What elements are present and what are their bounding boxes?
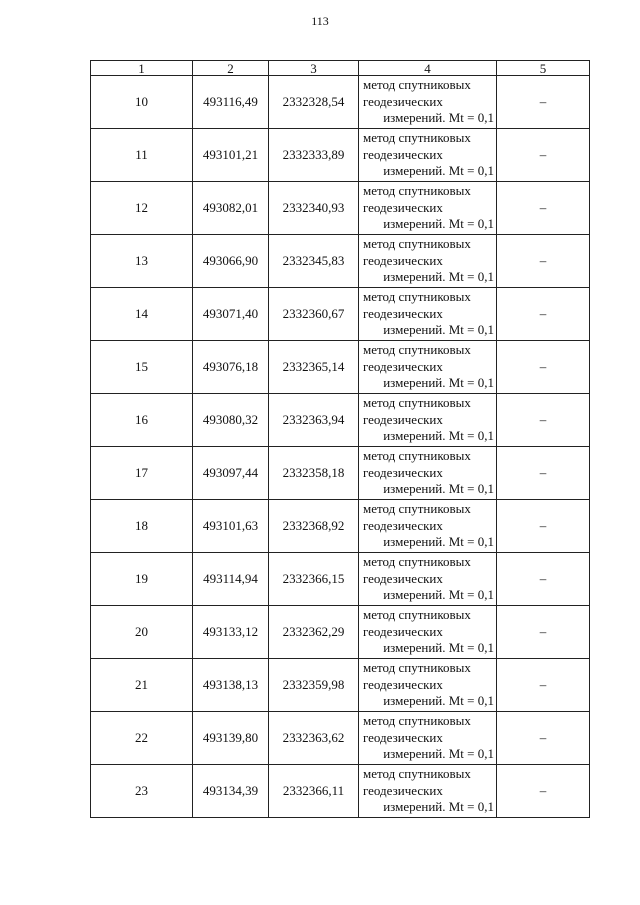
point-number-cell: 18: [91, 500, 193, 553]
y-coordinate-cell: 2332363,94: [269, 394, 359, 447]
x-coordinate-cell: 493114,94: [193, 553, 269, 606]
method-cell: [359, 606, 497, 659]
table-row: [91, 447, 590, 500]
table-header-row: [91, 61, 590, 76]
method-line-1: метод спутниковых: [363, 130, 471, 146]
y-coordinate-cell: 2332363,62: [269, 712, 359, 765]
x-coordinate-cell: 493071,40: [193, 288, 269, 341]
method-line-1: метод спутниковых: [363, 713, 471, 729]
method-line-1: метод спутниковых: [363, 448, 471, 464]
x-coordinate-cell: 493138,13: [193, 659, 269, 712]
y-coordinate-cell: 2332360,67: [269, 288, 359, 341]
note-cell: –: [497, 447, 590, 500]
y-coordinate-cell: 2332359,98: [269, 659, 359, 712]
note-cell: –: [497, 288, 590, 341]
method-cell: [359, 765, 497, 818]
method-cell: [359, 341, 497, 394]
table-row: [91, 394, 590, 447]
method-line-3: измерений. Mt = 0,1: [383, 481, 494, 497]
note-cell: –: [497, 182, 590, 235]
method-line-3: измерений. Mt = 0,1: [383, 269, 494, 285]
method-line-3: измерений. Mt = 0,1: [383, 110, 494, 126]
table-row: [91, 341, 590, 394]
method-line-1: метод спутниковых: [363, 766, 471, 782]
method-cell: [359, 394, 497, 447]
y-coordinate-cell: 2332365,14: [269, 341, 359, 394]
method-line-2: геодезических: [363, 676, 443, 692]
point-number-cell: 19: [91, 553, 193, 606]
point-number-cell: 12: [91, 182, 193, 235]
x-coordinate-cell: 493101,63: [193, 500, 269, 553]
method-line-2: геодезических: [363, 623, 443, 639]
method-line-3: измерений. Mt = 0,1: [383, 587, 494, 603]
method-line-1: метод спутниковых: [363, 554, 471, 570]
method-line-1: метод спутниковых: [363, 660, 471, 676]
note-cell: –: [497, 500, 590, 553]
note-cell: –: [497, 76, 590, 129]
method-line-1: метод спутниковых: [363, 183, 471, 199]
point-number-cell: 22: [91, 712, 193, 765]
point-number-cell: 20: [91, 606, 193, 659]
point-number-cell: 11: [91, 129, 193, 182]
x-coordinate-cell: 493066,90: [193, 235, 269, 288]
method-line-2: геодезических: [363, 517, 443, 533]
method-cell: [359, 500, 497, 553]
method-line-2: геодезических: [363, 411, 443, 427]
method-line-2: геодезических: [363, 464, 443, 480]
note-cell: –: [497, 659, 590, 712]
method-line-1: метод спутниковых: [363, 395, 471, 411]
y-coordinate-cell: 2332333,89: [269, 129, 359, 182]
method-cell: [359, 712, 497, 765]
method-line-2: геодезических: [363, 782, 443, 798]
y-coordinate-cell: 2332345,83: [269, 235, 359, 288]
x-coordinate-cell: 493097,44: [193, 447, 269, 500]
column-header-4: 4: [359, 61, 497, 76]
x-coordinate-cell: 493134,39: [193, 765, 269, 818]
method-line-3: измерений. Mt = 0,1: [383, 640, 494, 656]
method-line-2: геодезических: [363, 305, 443, 321]
method-cell: [359, 76, 497, 129]
point-number-cell: 10: [91, 76, 193, 129]
note-cell: –: [497, 394, 590, 447]
method-line-3: измерений. Mt = 0,1: [383, 375, 494, 391]
method-cell: [359, 659, 497, 712]
y-coordinate-cell: 2332366,11: [269, 765, 359, 818]
method-line-3: измерений. Mt = 0,1: [383, 428, 494, 444]
method-line-1: метод спутниковых: [363, 77, 471, 93]
y-coordinate-cell: 2332358,18: [269, 447, 359, 500]
table-row: [91, 553, 590, 606]
method-line-3: измерений. Mt = 0,1: [383, 534, 494, 550]
column-header-1: 1: [91, 61, 193, 76]
method-line-3: измерений. Mt = 0,1: [383, 216, 494, 232]
column-header-3: 3: [269, 61, 359, 76]
method-cell: [359, 129, 497, 182]
method-line-3: измерений. Mt = 0,1: [383, 746, 494, 762]
note-cell: –: [497, 129, 590, 182]
table-row: [91, 606, 590, 659]
table-row: [91, 765, 590, 818]
method-cell: [359, 182, 497, 235]
method-cell: [359, 235, 497, 288]
page-number: 113: [311, 14, 329, 28]
y-coordinate-cell: 2332340,93: [269, 182, 359, 235]
method-line-1: метод спутниковых: [363, 236, 471, 252]
point-number-cell: 23: [91, 765, 193, 818]
table-row: [91, 129, 590, 182]
method-cell: [359, 288, 497, 341]
table-row: [91, 659, 590, 712]
point-number-cell: 17: [91, 447, 193, 500]
method-line-1: метод спутниковых: [363, 342, 471, 358]
column-header-2: 2: [193, 61, 269, 76]
table-row: [91, 712, 590, 765]
x-coordinate-cell: 493101,21: [193, 129, 269, 182]
point-number-cell: 14: [91, 288, 193, 341]
method-line-2: геодезических: [363, 729, 443, 745]
note-cell: –: [497, 606, 590, 659]
point-number-cell: 13: [91, 235, 193, 288]
x-coordinate-cell: 493116,49: [193, 76, 269, 129]
method-cell: [359, 447, 497, 500]
table-row: [91, 235, 590, 288]
note-cell: –: [497, 235, 590, 288]
method-line-3: измерений. Mt = 0,1: [383, 163, 494, 179]
method-line-1: метод спутниковых: [363, 501, 471, 517]
y-coordinate-cell: 2332328,54: [269, 76, 359, 129]
method-line-3: измерений. Mt = 0,1: [383, 322, 494, 338]
method-line-3: измерений. Mt = 0,1: [383, 693, 494, 709]
note-cell: –: [497, 553, 590, 606]
method-line-2: геодезических: [363, 199, 443, 215]
y-coordinate-cell: 2332366,15: [269, 553, 359, 606]
y-coordinate-cell: 2332368,92: [269, 500, 359, 553]
method-line-2: геодезических: [363, 358, 443, 374]
column-header-5: 5: [497, 61, 590, 76]
coordinates-table: [90, 60, 590, 818]
table-row: [91, 76, 590, 129]
method-line-2: геодезических: [363, 146, 443, 162]
note-cell: –: [497, 712, 590, 765]
point-number-cell: 16: [91, 394, 193, 447]
table-row: [91, 288, 590, 341]
note-cell: –: [497, 765, 590, 818]
method-line-2: геодезических: [363, 570, 443, 586]
point-number-cell: 21: [91, 659, 193, 712]
method-line-1: метод спутниковых: [363, 607, 471, 623]
y-coordinate-cell: 2332362,29: [269, 606, 359, 659]
table-row: [91, 500, 590, 553]
method-cell: [359, 553, 497, 606]
table-body: [91, 76, 590, 818]
x-coordinate-cell: 493139,80: [193, 712, 269, 765]
x-coordinate-cell: 493133,12: [193, 606, 269, 659]
point-number-cell: 15: [91, 341, 193, 394]
method-line-2: геодезических: [363, 93, 443, 109]
x-coordinate-cell: 493076,18: [193, 341, 269, 394]
x-coordinate-cell: 493080,32: [193, 394, 269, 447]
method-line-2: геодезических: [363, 252, 443, 268]
method-line-3: измерений. Mt = 0,1: [383, 799, 494, 815]
x-coordinate-cell: 493082,01: [193, 182, 269, 235]
method-line-1: метод спутниковых: [363, 289, 471, 305]
note-cell: –: [497, 341, 590, 394]
table-row: [91, 182, 590, 235]
